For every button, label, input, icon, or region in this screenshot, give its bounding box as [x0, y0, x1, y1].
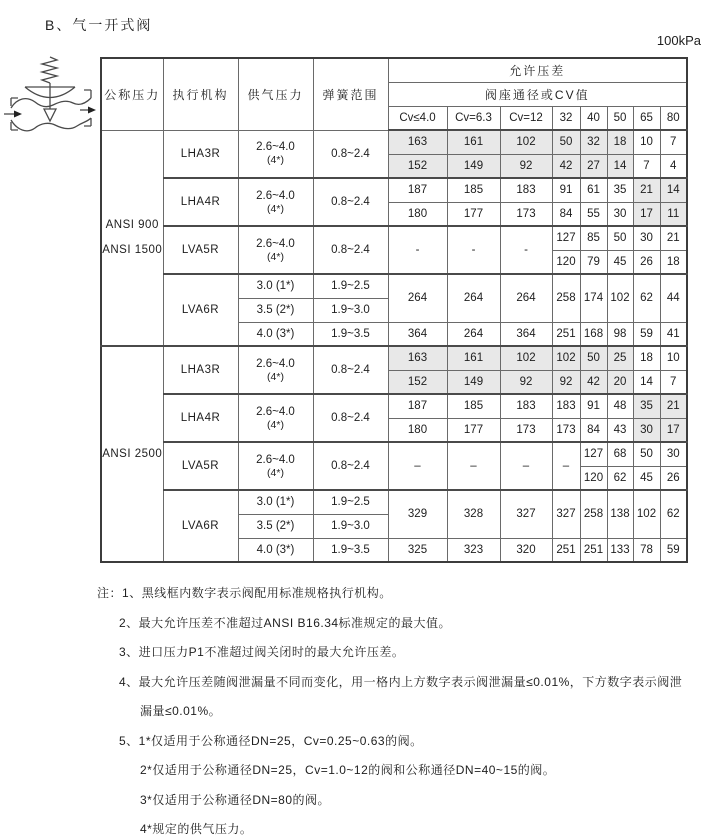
dp-cell: 102 [500, 346, 552, 370]
dp-cell: 42 [580, 370, 607, 394]
dp-cell: 30 [607, 202, 633, 226]
plug-glyph [44, 109, 56, 121]
col-header-actuator: 执行机构 [163, 58, 238, 130]
supply-value: 2.6~4.0 [256, 237, 295, 250]
dp-cell: 7 [660, 130, 687, 154]
dp-cell: 168 [580, 322, 607, 346]
note-line: 3*仅适用于公称通径DN=80的阀。 [140, 792, 331, 807]
dp-cell: 14 [633, 370, 660, 394]
dp-cell: 91 [552, 178, 580, 202]
dp-cell: 18 [633, 346, 660, 370]
spring-cell: 0.8~2.4 [313, 394, 388, 442]
dp-cell: 30 [633, 418, 660, 442]
supply-cell [238, 130, 313, 178]
spring-cell: 1.9~2.5 [313, 274, 388, 298]
dp-cell: 152 [388, 370, 447, 394]
dp-cell: 50 [633, 442, 660, 466]
supply-note: (4*) [267, 418, 284, 431]
dp-cell: 264 [447, 322, 500, 346]
spring-cell: 1.9~3.0 [313, 298, 388, 322]
spring-cell: 0.8~2.4 [313, 130, 388, 178]
dp-cell: 59 [633, 322, 660, 346]
actuator-cell: LHA4R [163, 178, 238, 226]
dp-cell: 55 [580, 202, 607, 226]
dp-cell: 177 [447, 418, 500, 442]
dp-cell: 161 [447, 130, 500, 154]
dp-cell: 11 [660, 202, 687, 226]
spring-cell: 1.9~3.5 [313, 322, 388, 346]
supply-cell: 4.0 (3*) [238, 322, 313, 346]
dash-cell: - [388, 226, 447, 274]
dp-cell: 251 [552, 322, 580, 346]
dp-cell: 180 [388, 418, 447, 442]
dp-cell: 26 [660, 466, 687, 490]
outlet-arrow-head [88, 107, 96, 114]
dp-cell: 21 [660, 394, 687, 418]
dp-cell: 327 [500, 490, 552, 538]
spring-cell: 1.9~3.5 [313, 538, 388, 562]
cv-col-header: 65 [633, 106, 660, 130]
unit-label: 100kPa [656, 33, 701, 48]
dp-cell: 174 [580, 274, 607, 322]
dash-cell: – [552, 442, 580, 490]
dp-cell: 18 [607, 130, 633, 154]
supply-value: 2.6~4.0 [256, 453, 295, 466]
dp-cell: 120 [552, 250, 580, 274]
supply-value: 2.6~4.0 [256, 405, 295, 418]
note-text: 1、黑线框内数字表示阀配用标准规格执行机构。 [122, 586, 392, 600]
spec-table [100, 57, 688, 563]
dp-cell: 62 [607, 466, 633, 490]
supply-value: 2.6~4.0 [256, 141, 295, 154]
dp-cell: 10 [633, 130, 660, 154]
note-line: 4*规定的供气压力。 [140, 822, 253, 836]
dash-cell: - [500, 226, 552, 274]
cv-col-header: 50 [607, 106, 633, 130]
dp-cell: 127 [580, 442, 607, 466]
actuator-cell: LVA6R [163, 490, 238, 562]
dp-cell: 320 [500, 538, 552, 562]
pressure-label: ANSI 1500 [102, 244, 163, 257]
dp-cell: 30 [633, 226, 660, 250]
dp-cell: 50 [552, 130, 580, 154]
supply-cell [238, 346, 313, 394]
dp-cell: 35 [607, 178, 633, 202]
dp-cell: 91 [580, 394, 607, 418]
dp-cell: 264 [388, 274, 447, 322]
dp-cell: 18 [660, 250, 687, 274]
cv-col-header: 32 [552, 106, 580, 130]
header-seat-cv: 阀座通径或CV值 [388, 82, 687, 106]
dp-cell: 152 [388, 154, 447, 178]
spring-glyph [42, 57, 57, 83]
dp-cell: 183 [500, 394, 552, 418]
dp-cell: 173 [500, 418, 552, 442]
dp-cell: 323 [447, 538, 500, 562]
dp-cell: 327 [552, 490, 580, 538]
dp-cell: 251 [552, 538, 580, 562]
page-title: B、气一开式阀 [45, 17, 153, 33]
dp-cell: 258 [580, 490, 607, 538]
dp-cell: 7 [633, 154, 660, 178]
supply-value: 2.6~4.0 [256, 357, 295, 370]
dp-cell: 180 [388, 202, 447, 226]
dp-cell: 149 [447, 154, 500, 178]
note-line: 2、最大允许压差不准超过ANSI B16.34标准规定的最大值。 [119, 615, 452, 630]
dp-cell: 102 [633, 490, 660, 538]
dp-cell: 41 [660, 322, 687, 346]
dp-cell: 120 [580, 466, 607, 490]
dp-cell: 78 [633, 538, 660, 562]
dp-cell: 251 [580, 538, 607, 562]
dp-cell: 25 [607, 346, 633, 370]
dp-cell: 98 [607, 322, 633, 346]
cv-col-header: Cv≤4.0 [388, 106, 447, 130]
col-header-pressure: 公称压力 [101, 58, 163, 130]
spring-cell: 1.9~3.0 [313, 514, 388, 538]
supply-note: (4*) [267, 202, 284, 215]
cv-col-header: Cv=12 [500, 106, 552, 130]
actuator-cell: LVA5R [163, 442, 238, 490]
dp-cell: 163 [388, 346, 447, 370]
supply-cell [238, 442, 313, 490]
dp-cell: 138 [607, 490, 633, 538]
note-line: 4、最大允许压差随阀泄漏量不同而变化，用一格内上方数字表示阀泄漏量≤0.01%，下方数字表示阀泄 [119, 674, 683, 689]
actuator-cell: LHA3R [163, 130, 238, 178]
supply-cell: 4.0 (3*) [238, 538, 313, 562]
supply-cell [238, 178, 313, 226]
dp-cell: 30 [660, 442, 687, 466]
note-line: 漏量≤0.01%。 [140, 704, 222, 718]
dp-cell: 185 [447, 178, 500, 202]
dash-cell: – [447, 442, 500, 490]
body-top-curve [11, 98, 91, 108]
dp-cell: 173 [552, 418, 580, 442]
dp-cell: 258 [552, 274, 580, 322]
dp-cell: 17 [660, 418, 687, 442]
valve-schematic-icon [4, 56, 98, 150]
dp-cell: 102 [500, 130, 552, 154]
dp-cell: 84 [580, 418, 607, 442]
header-allow-dp: 允许压差 [388, 58, 687, 82]
supply-value: 2.6~4.0 [256, 189, 295, 202]
dp-cell: 26 [633, 250, 660, 274]
dp-cell: 102 [552, 346, 580, 370]
dp-cell: 325 [388, 538, 447, 562]
dp-cell: 85 [580, 226, 607, 250]
supply-cell: 3.5 (2*) [238, 514, 313, 538]
dp-cell: 364 [500, 322, 552, 346]
spring-cell: 1.9~2.5 [313, 490, 388, 514]
pressure-label: ANSI 2500 [102, 448, 163, 460]
supply-note: (4*) [267, 154, 284, 167]
dp-cell: 45 [607, 250, 633, 274]
dp-cell: 48 [607, 394, 633, 418]
dp-cell: 264 [500, 274, 552, 322]
dp-cell: 59 [660, 538, 687, 562]
dp-cell: 92 [552, 370, 580, 394]
actuator-cell: LHA3R [163, 346, 238, 394]
dp-cell: 62 [660, 490, 687, 538]
dash-cell: – [500, 442, 552, 490]
dp-cell: 20 [607, 370, 633, 394]
dp-cell: 163 [388, 130, 447, 154]
dp-cell: 183 [552, 394, 580, 418]
cv-col-header: 40 [580, 106, 607, 130]
dp-cell: 42 [552, 154, 580, 178]
notes-prefix: 注： [97, 586, 123, 600]
dp-cell: 84 [552, 202, 580, 226]
dp-cell: 21 [660, 226, 687, 250]
dp-cell: 10 [660, 346, 687, 370]
dp-cell: 27 [580, 154, 607, 178]
dp-cell: 62 [633, 274, 660, 322]
dp-cell: 149 [447, 370, 500, 394]
actuator-cell: LHA4R [163, 394, 238, 442]
spring-cell: 0.8~2.4 [313, 442, 388, 490]
dp-cell: 185 [447, 394, 500, 418]
supply-note: (4*) [267, 370, 284, 383]
dp-cell: 264 [447, 274, 500, 322]
supply-cell: 3.0 (1*) [238, 490, 313, 514]
dp-cell: 4 [660, 154, 687, 178]
dp-cell: 45 [633, 466, 660, 490]
dp-cell: 329 [388, 490, 447, 538]
dp-cell: 127 [552, 226, 580, 250]
dp-cell: 68 [607, 442, 633, 466]
dp-cell: 187 [388, 178, 447, 202]
spring-cell: 0.8~2.4 [313, 226, 388, 274]
actuator-cell: LVA5R [163, 226, 238, 274]
dp-cell: 187 [388, 394, 447, 418]
dp-cell: 92 [500, 370, 552, 394]
dp-cell: 61 [580, 178, 607, 202]
dp-cell: 14 [607, 154, 633, 178]
dp-cell: 177 [447, 202, 500, 226]
actuator-cell: LVA6R [163, 274, 238, 346]
dp-cell: 14 [660, 178, 687, 202]
dp-cell: 7 [660, 370, 687, 394]
dp-cell: 44 [660, 274, 687, 322]
cv-col-header: 80 [660, 106, 687, 130]
note-line: 2*仅适用于公称通径DN=25，Cv=1.0~12的阀和公称通径DN=40~15的阀。 [140, 763, 556, 777]
supply-cell [238, 226, 313, 274]
dp-cell: 173 [500, 202, 552, 226]
col-header-supply: 供气压力 [238, 58, 313, 130]
note-line: 3、进口压力P1不准超过阀关闭时的最大允许压差。 [119, 645, 405, 659]
pressure-label: ANSI 900 [105, 219, 159, 232]
dp-cell: 50 [607, 226, 633, 250]
dp-cell: 102 [607, 274, 633, 322]
dash-cell: – [388, 442, 447, 490]
cv-col-header: Cv=6.3 [447, 106, 500, 130]
supply-cell: 3.0 (1*) [238, 274, 313, 298]
supply-cell [238, 394, 313, 442]
dp-cell: 364 [388, 322, 447, 346]
note-line: 5、1*仅适用于公称通径DN=25，Cv=0.25~0.63的阀。 [119, 733, 423, 748]
dp-cell: 92 [500, 154, 552, 178]
spring-cell: 0.8~2.4 [313, 346, 388, 394]
dp-cell: 79 [580, 250, 607, 274]
dp-cell: 17 [633, 202, 660, 226]
dp-cell: 21 [633, 178, 660, 202]
supply-cell: 3.5 (2*) [238, 298, 313, 322]
pressure-cell [101, 130, 163, 346]
dp-cell: 161 [447, 346, 500, 370]
notes [97, 586, 717, 840]
col-header-spring: 弹簧范围 [313, 58, 388, 130]
note-line [97, 586, 717, 601]
dp-cell: 328 [447, 490, 500, 538]
dp-cell: 50 [580, 346, 607, 370]
dp-cell: 133 [607, 538, 633, 562]
supply-note: (4*) [267, 466, 284, 479]
dash-cell: - [447, 226, 500, 274]
spring-cell: 0.8~2.4 [313, 178, 388, 226]
dp-cell: 32 [580, 130, 607, 154]
dp-cell: 183 [500, 178, 552, 202]
dp-cell: 35 [633, 394, 660, 418]
dp-cell: 43 [607, 418, 633, 442]
inlet-arrow-head [14, 111, 22, 118]
pressure-cell [101, 346, 163, 562]
supply-note: (4*) [267, 250, 284, 263]
